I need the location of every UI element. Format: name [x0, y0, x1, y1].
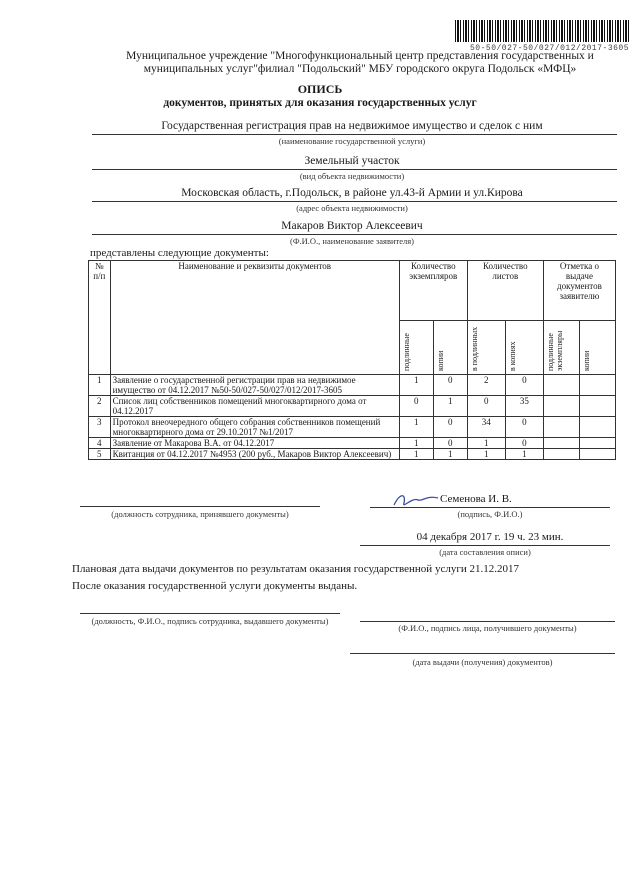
employee-sign-caption: (подпись, Ф.И.О.) — [457, 509, 523, 519]
divider — [92, 134, 617, 135]
header-sub-mark-copy: копии — [581, 350, 591, 371]
divider — [360, 545, 610, 546]
row-mark-copy — [579, 396, 615, 417]
divider — [80, 506, 320, 507]
table-row — [89, 438, 616, 449]
row-copies-copy: 0 — [433, 375, 467, 396]
barcode — [455, 20, 630, 42]
row-sheets-copy: 0 — [505, 375, 543, 396]
row-copies-original: 1 — [399, 375, 433, 396]
row-sheets-original: 1 — [467, 449, 505, 460]
divider — [92, 201, 617, 202]
row-sheets-original: 2 — [467, 375, 505, 396]
employee-caption: (должность сотрудника, принявшего документы) — [111, 509, 289, 519]
header-sub-mark-original: подлинные экземпляры — [545, 330, 564, 371]
header-num: № п/п — [89, 261, 111, 375]
row-copies-original: 0 — [399, 396, 433, 417]
divider — [370, 507, 610, 508]
row-mark-copy — [579, 438, 615, 449]
divider — [80, 613, 340, 614]
divider — [360, 621, 615, 622]
row-sheets-original: 0 — [467, 396, 505, 417]
row-mark-original — [543, 438, 579, 449]
service-caption: (наименование государственной услуги) — [278, 136, 426, 146]
object-type-caption: (вид объекта недвижимости) — [299, 171, 405, 181]
row-mark-original — [543, 396, 579, 417]
row-sheets-copy: 35 — [505, 396, 543, 417]
header-sub-sheet-copy: в копиях — [507, 341, 517, 371]
row-num: 4 — [89, 438, 111, 449]
table-row — [89, 417, 616, 438]
applicant-name: Макаров Виктор Алексеевич — [281, 220, 423, 232]
address-caption: (адрес объекта недвижимости) — [296, 203, 408, 213]
applicant-caption: (Ф.И.О., наименование заявителя) — [289, 236, 414, 246]
date-made: 04 декабря 2017 г. 19 ч. 23 мин. — [416, 531, 564, 543]
header-sheets: Количество листов — [467, 261, 543, 321]
service-name: Государственная регистрация прав на недвижимое имущество и сделок с ним — [161, 120, 543, 132]
row-sheets-copy: 0 — [505, 417, 543, 438]
row-mark-original — [543, 449, 579, 460]
header-sub-original: подлинные — [401, 333, 411, 371]
row-copies-original: 1 — [399, 438, 433, 449]
table-row — [89, 449, 616, 460]
table-row — [89, 375, 616, 396]
row-mark-original — [543, 375, 579, 396]
barcode-number: 50-50/027-50/027/012/2017-3605 — [470, 44, 630, 53]
row-copies-original: 1 — [399, 449, 433, 460]
date-made-caption: (дата составления описи) — [439, 547, 531, 557]
row-copies-copy: 1 — [433, 396, 467, 417]
header-name: Наименование и реквизиты документов — [110, 261, 399, 375]
header-copies: Количество экземпляров — [399, 261, 467, 321]
documents-intro: представлены следующие документы: — [90, 247, 269, 259]
header-mark: Отметка о выдаче документов заявителю — [543, 261, 615, 321]
row-copies-original: 1 — [399, 417, 433, 438]
object-address: Московская область, г.Подольск, в районе ул.43-й Армии и ул.Кирова — [181, 187, 523, 199]
row-mark-copy — [579, 449, 615, 460]
row-name: Заявление о государственной регистрации прав на недвижимое имущество от 04.12.2017 №50-50/027-50/027/012/2017-3605 — [110, 375, 399, 396]
row-copies-copy: 0 — [433, 417, 467, 438]
issue-date-caption: (дата выдачи (получения) документов) — [412, 657, 553, 667]
row-sheets-original: 1 — [467, 438, 505, 449]
divider — [92, 169, 617, 170]
row-num: 2 — [89, 396, 111, 417]
document-title: ОПИСЬ — [297, 82, 343, 96]
row-copies-copy: 1 — [433, 449, 467, 460]
planned-issue-date: Плановая дата выдачи документов по результатам оказания государственной услуги 21.12.2017 — [72, 563, 519, 575]
documents-table — [88, 260, 616, 460]
receiver-caption: (Ф.И.О., подпись лица, получившего документы) — [398, 623, 577, 633]
organization-header: Муниципальное учреждение "Многофункциональный центр представления государственных и муниципальных услуг"филиал "Подольский" МБУ городского округа Подольск «МФЦ» — [126, 50, 594, 75]
table-row — [89, 396, 616, 417]
header-sub-sheet-original: в подлинных — [469, 326, 479, 371]
row-sheets-copy: 1 — [505, 449, 543, 460]
row-sheets-original: 34 — [467, 417, 505, 438]
row-num: 3 — [89, 417, 111, 438]
row-num: 5 — [89, 449, 111, 460]
row-name: Список лиц собственников помещений многоквартирного дома от 04.12.2017 — [110, 396, 399, 417]
row-name: Квитанция от 04.12.2017 №4953 (200 руб., Макаров Виктор Алексеевич) — [110, 449, 399, 460]
row-name: Протокол внеочередного общего собрания собственников помещений многоквартирного дома от 29.10.2017 №1/2017 — [110, 417, 399, 438]
row-num: 1 — [89, 375, 111, 396]
document-subtitle: документов, принятых для оказания государственных услуг — [163, 97, 477, 109]
employee-name: Семенова И. В. — [440, 493, 512, 505]
row-copies-copy: 0 — [433, 438, 467, 449]
issuer-caption: (должность, Ф.И.О., подпись сотрудника, выдавшего документы) — [91, 616, 329, 626]
documents-issued: После оказания государственной услуги документы выданы. — [72, 580, 358, 592]
row-mark-copy — [579, 417, 615, 438]
object-type: Земельный участок — [304, 155, 400, 167]
row-mark-original — [543, 417, 579, 438]
row-name: Заявление от Макарова В.А. от 04.12.2017 — [110, 438, 399, 449]
header-sub-copy: копии — [435, 350, 445, 371]
row-mark-copy — [579, 375, 615, 396]
divider — [350, 653, 615, 654]
divider — [92, 234, 617, 235]
row-sheets-copy: 0 — [505, 438, 543, 449]
